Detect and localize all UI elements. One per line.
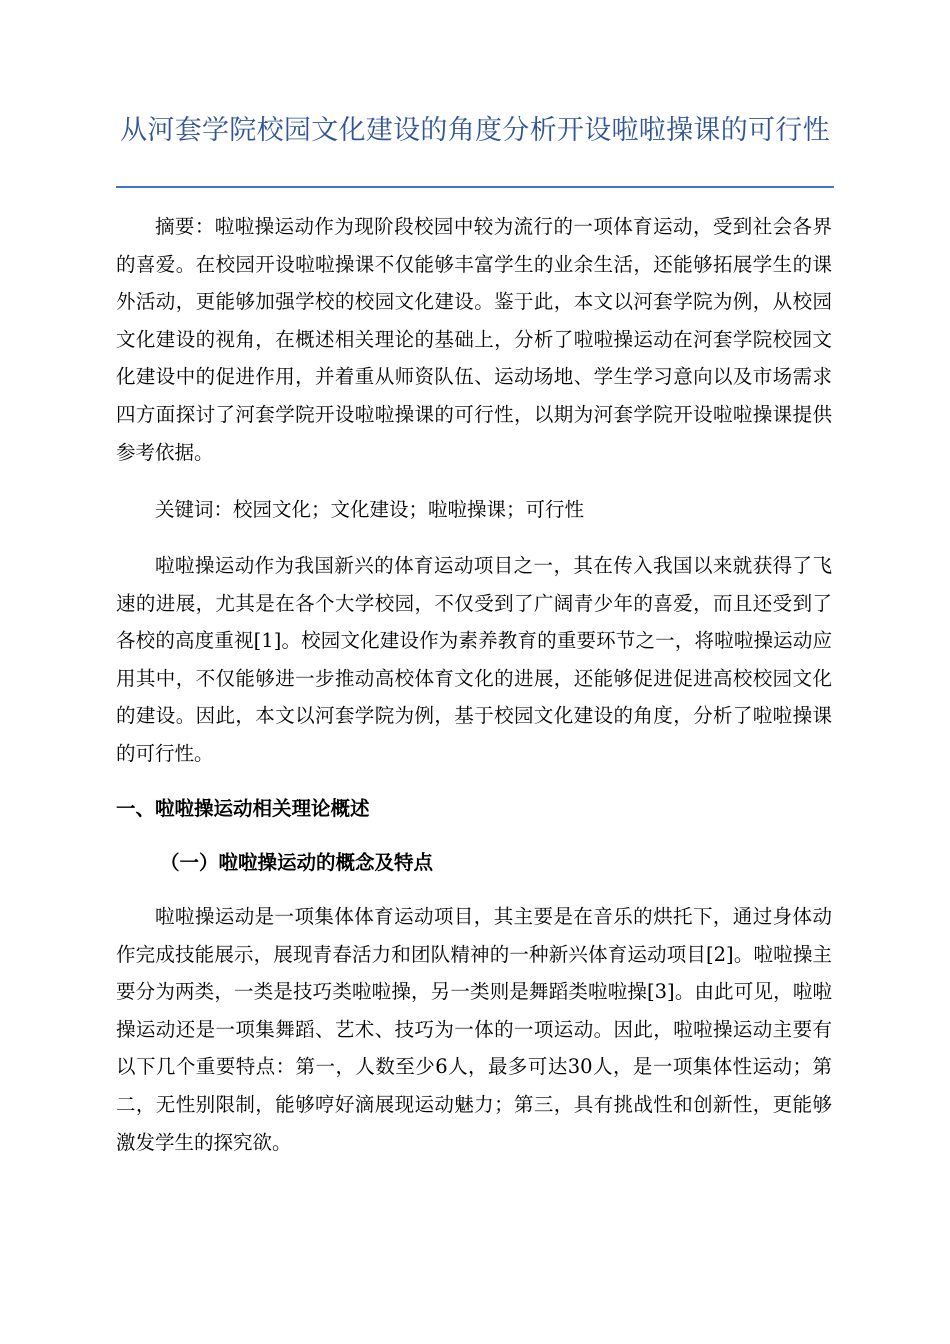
keywords-line: 关键词：校园文化；文化建设；啦啦操课；可行性 xyxy=(155,498,585,521)
intro-paragraph: 啦啦操运动作为我国新兴的体育运动项目之一，其在传入我国以来就获得了飞速的进展，尤其是在各个大学校园，不仅受到了广阔青少年的喜爱，而且还受到了各校的高度重视[1]。校园文化建设作为素养教育的重要环节之一，将啦啦操运动应用其中，不仅能够进一步推动高校体育文化的进展，还能够促进促进高校校园文化的建设。因此，本文以河套学院为例，基于校园文化建设的角度，分析了啦啦操课的可行性。 xyxy=(116,554,832,765)
document-title: 从河套学院校园文化建设的角度分析开设啦啦操课的可行性 xyxy=(120,115,830,146)
section-heading: 一、啦啦操运动相关理论概述 xyxy=(116,797,370,820)
title-block xyxy=(116,112,834,149)
subsection-paragraph: 啦啦操运动是一项集体体育运动项目，其主要是在音乐的烘托下，通过身体动作完成技能展示，展现青春活力和团队精神的一种新兴体育运动项目[2]。啦啦操主要分为两类，一类是技巧类啦啦操，另一类则是舞蹈类啦啦操[3]。由此可见，啦啦操运动还是一项集舞蹈、艺术、技巧为一体的一项运动。因此，啦啦操运动主要有以下几个重要特点：第一，人数至少6人，最多可达30人，是一项集体性运动；第二，无性别限制，能够哼好滴展现运动魅力；第三，具有挑战性和创新性，更能够激发学生的探究欲。 xyxy=(116,905,832,1154)
abstract-paragraph: 摘要：啦啦操运动作为现阶段校园中较为流行的一项体育运动，受到社会各界的喜爱。在校园开设啦啦操课不仅能够丰富学生的业余生活，还能够拓展学生的课外活动，更能够加强学校的校园文化建设。鉴于此，本文以河套学院为例，从校园文化建设的视角，在概述相关理论的基础上，分析了啦啦操运动在河套学院校园文化建设中的促进作用，并着重从师资队伍、运动场地、学生学习意向以及市场需求四方面探讨了河套学院开设啦啦操课的可行性，以期为河套学院开设啦啦操课提供参考依据。 xyxy=(116,215,832,464)
subsection-heading: （一）啦啦操运动的概念及特点 xyxy=(160,851,434,874)
title-underline-divider xyxy=(116,186,834,188)
